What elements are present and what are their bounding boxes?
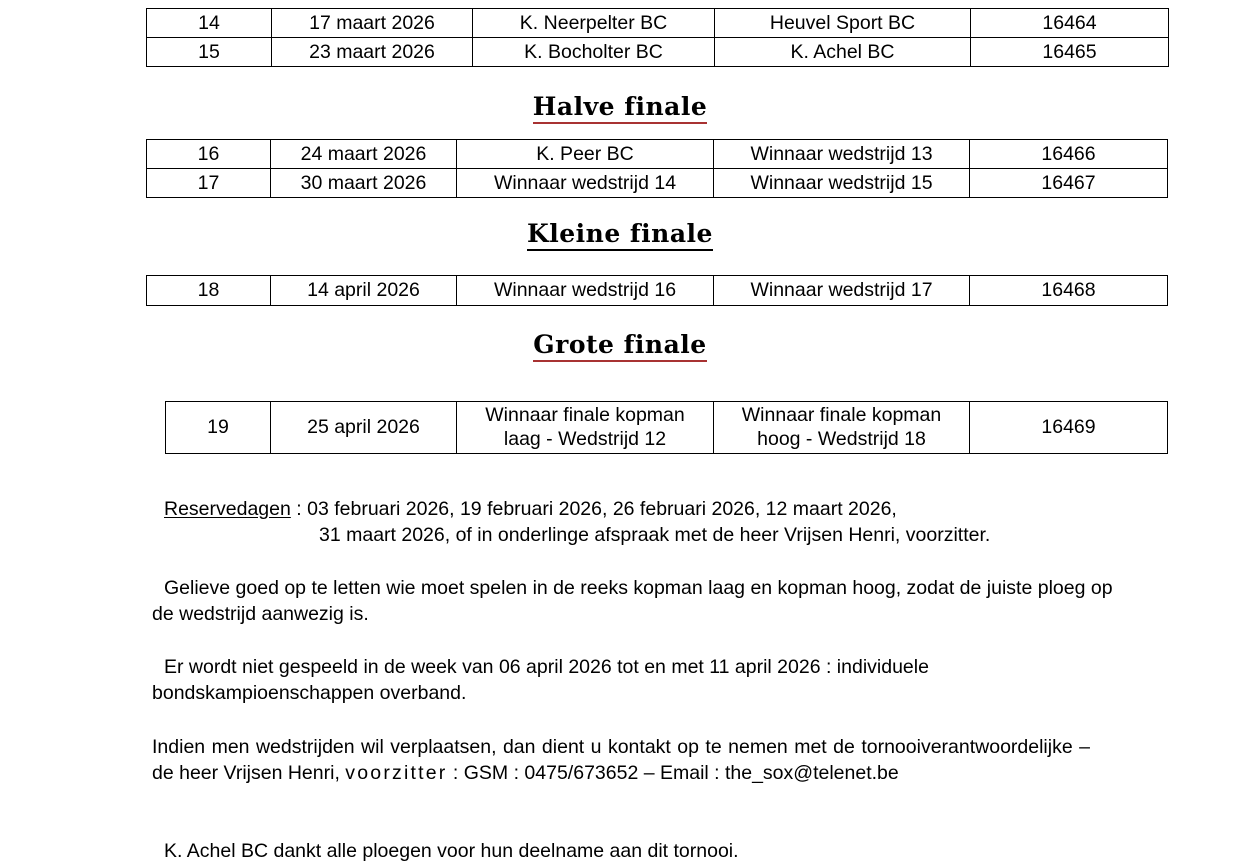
- cell-away-team-line2: hoog - Wedstrijd 18: [757, 428, 926, 451]
- cell-match-number: 19: [166, 402, 271, 454]
- schedule-table-top: [146, 8, 1169, 67]
- cell-away-team: K. Achel BC: [715, 38, 971, 67]
- paragraph-dankt: [152, 838, 1127, 864]
- cell-match-code: 16467: [970, 169, 1168, 198]
- cell-date: 17 maart 2026: [272, 9, 473, 38]
- section-heading-grote-finale: [0, 330, 1240, 362]
- reservedagen-block: [164, 496, 1114, 548]
- table-row: [166, 402, 1168, 454]
- paragraph-indien-voorzitter: voorzitter: [345, 762, 448, 784]
- section-heading-halve-finale: [0, 92, 1240, 124]
- table-row: [147, 276, 1168, 306]
- reservedagen-line1: 03 februari 2026, 19 februari 2026, 26 februari 2026, 12 maart 2026,: [307, 498, 897, 520]
- paragraph-indien-part1: Indien men wedstrijden wil verplaatsen, dan dient u kontakt op te nemen met de tornooiverantwoordelijke – de heer Vrijsen Henri,: [152, 736, 1090, 784]
- table-row: [147, 140, 1168, 169]
- cell-match-code: 16464: [971, 9, 1169, 38]
- section-heading-label: Halve finale: [533, 92, 707, 124]
- cell-home-team-line1: Winnaar finale kopman: [485, 404, 685, 426]
- table-row: [147, 9, 1169, 38]
- cell-match-code: 16469: [970, 402, 1168, 454]
- cell-match-code: 16465: [971, 38, 1169, 67]
- cell-away-team: [714, 402, 970, 454]
- paragraph-er-wordt-text: Er wordt niet gespeeld in de week van 06 april 2026 tot en met 11 april 2026 : individuele bondskampioenschappen overband.: [152, 656, 929, 704]
- paragraph-er-wordt: [152, 654, 1127, 706]
- cell-match-number: 15: [147, 38, 272, 67]
- cell-away-team: Winnaar wedstrijd 15: [714, 169, 970, 198]
- cell-date: 14 april 2026: [271, 276, 457, 306]
- cell-match-number: 18: [147, 276, 271, 306]
- reservedagen-line2: 31 maart 2026, of in onderlinge afspraak met de heer Vrijsen Henri, voorzitter.: [319, 524, 991, 546]
- cell-away-team: Winnaar wedstrijd 17: [714, 276, 970, 306]
- section-heading-label: Kleine finale: [527, 219, 713, 251]
- paragraph-gelieve: [152, 575, 1127, 627]
- cell-date: 23 maart 2026: [272, 38, 473, 67]
- cell-away-team-line1: Winnaar finale kopman: [741, 404, 942, 426]
- section-heading-kleine-finale: [0, 219, 1240, 251]
- cell-match-number: 17: [147, 169, 271, 198]
- cell-home-team-line2: laag - Wedstrijd 12: [503, 428, 667, 451]
- cell-match-number: 14: [147, 9, 272, 38]
- cell-home-team: K. Bocholter BC: [473, 38, 715, 67]
- reservedagen-label: Reservedagen: [164, 498, 291, 520]
- paragraph-gelieve-text: Gelieve goed op te letten wie moet spelen in de reeks kopman laag en kopman hoog, zodat de juiste ploeg op de wedstrijd aanwezig is.: [152, 577, 1113, 625]
- cell-away-team: Winnaar wedstrijd 13: [714, 140, 970, 169]
- cell-date: 24 maart 2026: [271, 140, 457, 169]
- table-row: [147, 38, 1169, 67]
- cell-match-code: 16468: [970, 276, 1168, 306]
- cell-home-team: K. Neerpelter BC: [473, 9, 715, 38]
- table-row: [147, 169, 1168, 198]
- cell-home-team: K. Peer BC: [457, 140, 714, 169]
- paragraph-indien-part2: : GSM : 0475/673652 – Email : the_sox@telenet.be: [447, 762, 899, 784]
- cell-home-team: [457, 402, 714, 454]
- cell-date: 25 april 2026: [271, 402, 457, 454]
- cell-match-code: 16466: [970, 140, 1168, 169]
- paragraph-dankt-text: K. Achel BC dankt alle ploegen voor hun deelname aan dit tornooi.: [164, 840, 739, 862]
- schedule-table-halve-finale: [146, 139, 1168, 198]
- reservedagen-separator: :: [290, 498, 308, 520]
- cell-home-team: Winnaar wedstrijd 16: [457, 276, 714, 306]
- paragraph-indien: [152, 734, 1090, 786]
- cell-away-team: Heuvel Sport BC: [715, 9, 971, 38]
- section-heading-label: Grote finale: [533, 330, 706, 362]
- schedule-table-kleine-finale: [146, 275, 1168, 306]
- cell-match-number: 16: [147, 140, 271, 169]
- cell-home-team: Winnaar wedstrijd 14: [457, 169, 714, 198]
- cell-date: 30 maart 2026: [271, 169, 457, 198]
- schedule-table-grote-finale: [165, 401, 1168, 454]
